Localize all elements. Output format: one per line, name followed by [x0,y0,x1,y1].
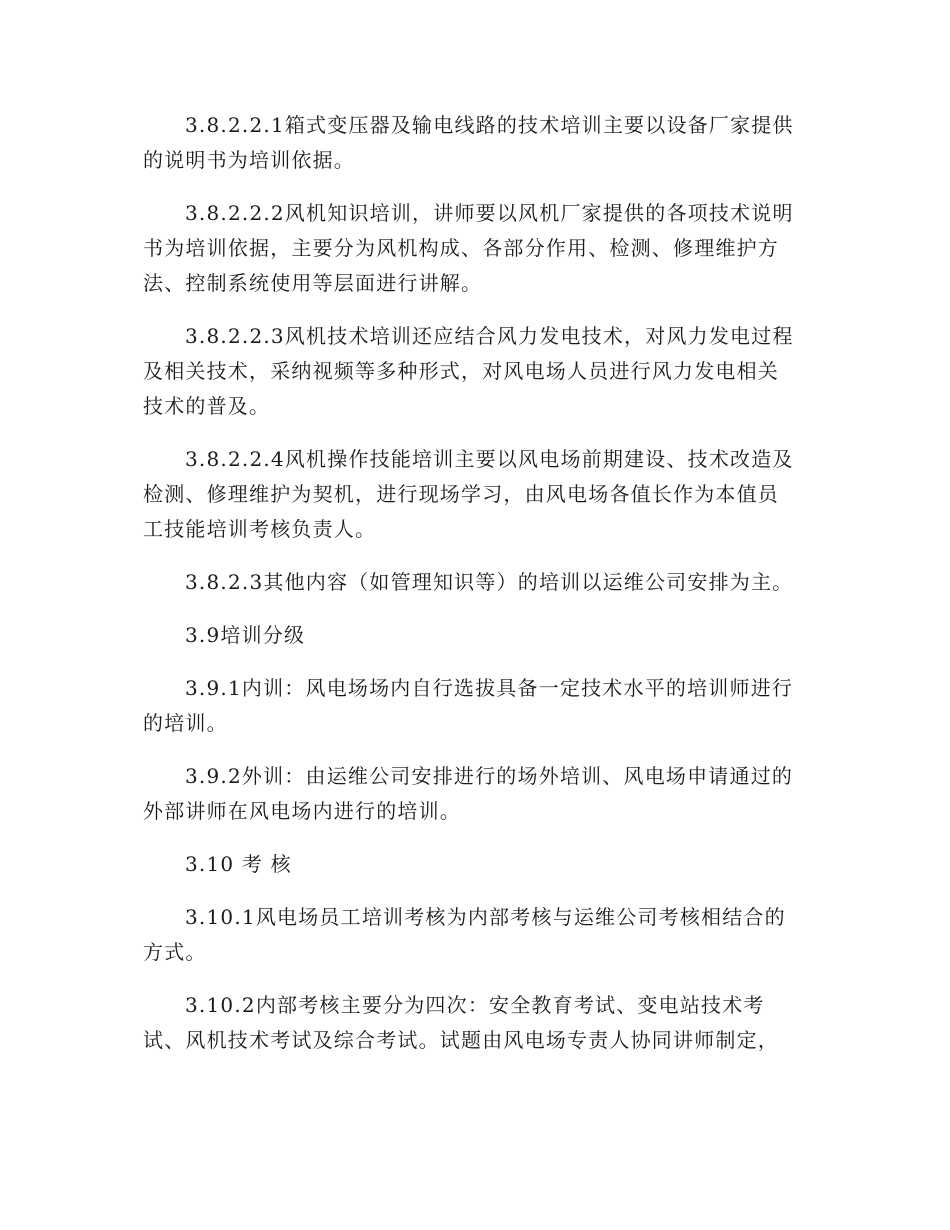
section-heading-3-9 [143,618,813,653]
paragraph-3-8-2-3 [143,565,813,600]
paragraph-line: 外部讲师在风电场内进行的培训。 [143,799,461,823]
document-body [143,108,813,1058]
paragraph-line: 及相关技术，采纳视频等多种形式，对风电场人员进行风力发电相关 [143,359,779,383]
paragraph-line: 法、控制系统使用等层面进行讲解。 [143,271,483,295]
paragraph-3-9-2 [143,759,813,829]
paragraph-line: 试、风机技术考试及综合考试。试题由风电场专责人协同讲师制定， [143,1028,779,1052]
paragraph-line: 3.10.2内部考核主要分为四次：安全教育考试、变电站技术考 [185,993,765,1017]
paragraph-line: 工技能培训考核负责人。 [143,517,377,541]
paragraph-3-10-2 [143,988,813,1058]
paragraph-line: 的培训。 [143,711,228,735]
section-heading: 3.9培训分级 [185,623,306,647]
paragraph-3-8-2-2-4 [143,442,813,547]
paragraph-line: 书为培训依据，主要分为风机构成、各部分作用、检测、修理维护方 [143,236,779,260]
paragraph-line: 的说明书为培训依据。 [143,148,355,172]
section-heading-3-10 [143,847,813,882]
paragraph-3-10-1 [143,900,813,970]
paragraph-line: 3.9.1内训：风电场场内自行选拔具备一定技术水平的培训师进行 [185,676,794,700]
paragraph-line: 3.8.2.2.2风机知识培训，讲师要以风机厂家提供的各项技术说明 [185,201,794,225]
paragraph-line: 3.9.2外训：由运维公司安排进行的场外培训、风电场申请通过的 [185,764,794,788]
paragraph-line: 方式。 [143,940,207,964]
paragraph-3-8-2-2-2 [143,196,813,301]
paragraph-3-8-2-2-1 [143,108,813,178]
paragraph-line: 3.8.2.2.4风机操作技能培训主要以风电场前期建设、技术改造及 [185,447,794,471]
paragraph-line: 技术的普及。 [143,394,271,418]
paragraph-3-9-1 [143,671,813,741]
paragraph-3-8-2-2-3 [143,319,813,424]
paragraph-line: 3.8.2.2.3风机技术培训还应结合风力发电技术，对风力发电过程 [185,324,794,348]
paragraph-line: 3.8.2.2.1箱式变压器及输电线路的技术培训主要以设备厂家提供 [185,113,794,137]
section-heading: 3.10 考 核 [185,852,292,876]
paragraph-line: 3.8.2.3其他内容（如管理知识等）的培训以运维公司安排为主。 [185,570,794,594]
paragraph-line: 检测、修理维护为契机，进行现场学习，由风电场各值长作为本值员 [143,482,779,506]
paragraph-line: 3.10.1风电场员工培训考核为内部考核与运维公司考核相结合的 [185,905,786,929]
